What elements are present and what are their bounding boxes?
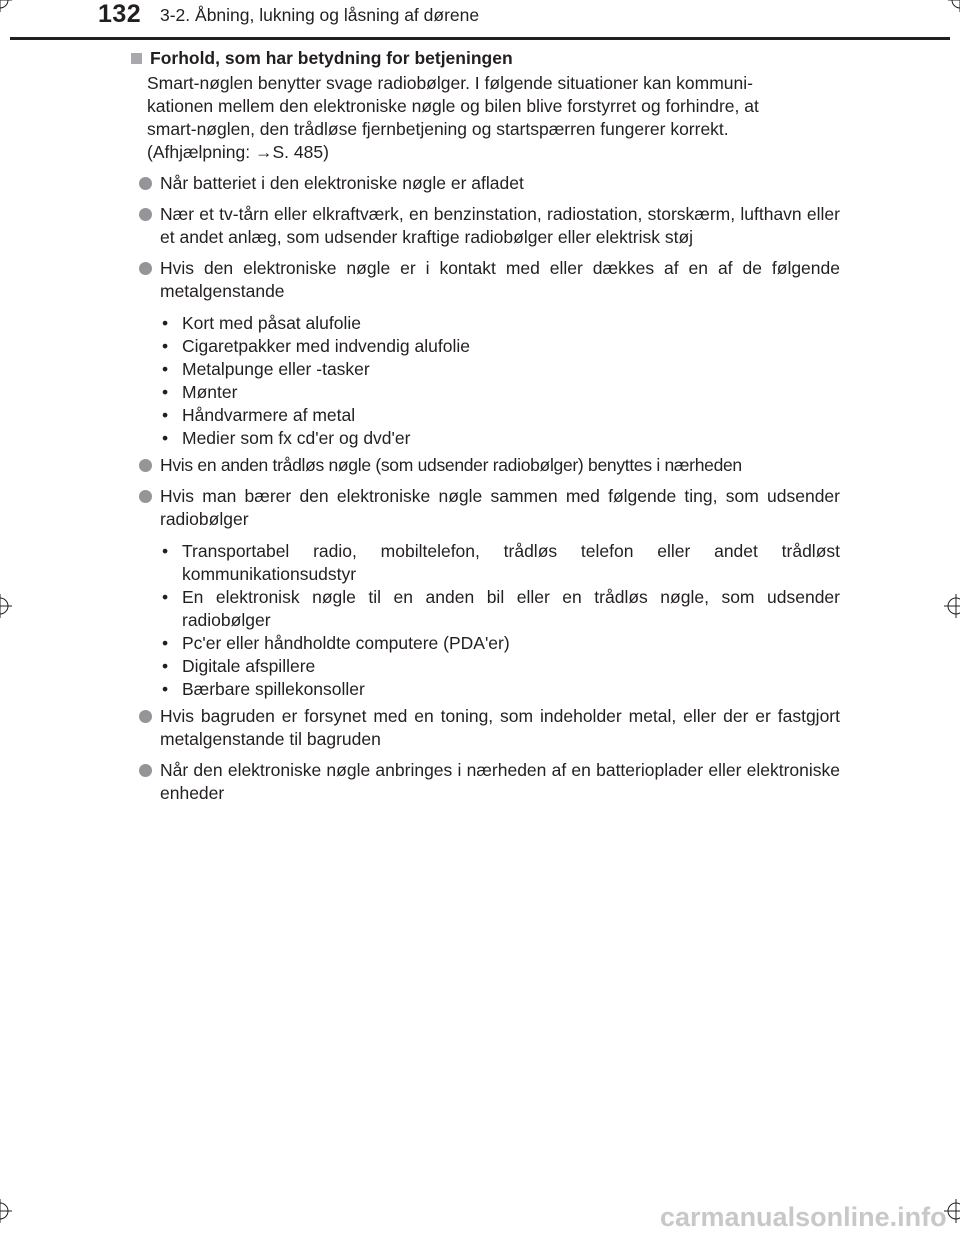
- section-heading: [128, 47, 840, 70]
- bullet-text: Når batteriet i den elektroniske nøgle er afladet: [160, 173, 524, 193]
- round-bullet-icon: [139, 177, 152, 190]
- bullet-item: [128, 454, 840, 477]
- page-number: 132: [98, 0, 142, 28]
- list-item: • Bærbare spillekonsoller: [162, 679, 365, 699]
- crop-mark-top-left: [0, 0, 12, 12]
- square-bullet-icon: [131, 53, 142, 64]
- crop-mark-bottom-left: [0, 1199, 12, 1223]
- bullet-text: Hvis bagruden er forsynet med en toning, som indeholder metal, eller der er fastgjort metalgenstande til bagruden: [160, 706, 840, 749]
- list-item: • Pc'er eller håndholdte computere (PDA'er): [162, 633, 510, 653]
- intro-paragraph: [147, 72, 840, 164]
- round-bullet-icon: [139, 459, 152, 472]
- reference-link[interactable]: S. 485): [272, 142, 329, 162]
- list-item: • Medier som fx cd'er og dvd'er: [162, 428, 411, 448]
- section-heading-text: Forhold, som har betydning for betjeningen: [150, 48, 513, 68]
- radio-devices-list: [160, 540, 840, 701]
- intro-line: Smart-nøglen benytter svage radiobølger. I følgende situationer kan kommuni-: [147, 73, 753, 93]
- bullet-item: [128, 172, 840, 195]
- bullet-text: Når den elektroniske nøgle anbringes i nærheden af en batterioplader eller elektroniske enheder: [160, 760, 840, 803]
- bullet-item: [128, 705, 840, 751]
- bullet-text: Hvis en anden trådløs nøgle (som udsender radiobølger) benyttes i nærheden: [160, 455, 742, 475]
- intro-line: smart-nøglen, den trådløse fjernbetjening og startspærren fungerer korrekt.: [147, 119, 729, 139]
- list-item: • Transportabel radio, mobiltelefon, trådløs telefon eller andet trådløst kommunikationsudstyr: [162, 541, 840, 584]
- round-bullet-icon: [139, 490, 152, 503]
- round-bullet-icon: [139, 208, 152, 221]
- list-item: • Digitale afspillere: [162, 656, 316, 676]
- header-rule: [10, 37, 950, 40]
- list-item: • Cigaretpakker med indvendig alufolie: [162, 336, 470, 356]
- bullet-item: [128, 203, 840, 249]
- round-bullet-icon: [139, 710, 152, 723]
- bullet-text: Nær et tv-tårn eller elkraftværk, en benzinstation, radiostation, storskærm, lufthavn eller et andet anlæg, som udsender kraftige radiobølger eller elektrisk støj: [160, 204, 840, 247]
- round-bullet-icon: [139, 764, 152, 777]
- page-content: [128, 47, 840, 805]
- bullet-text: Hvis man bærer den elektroniske nøgle sammen med følgende ting, som udsender radiobølger: [160, 486, 840, 529]
- round-bullet-icon: [139, 262, 152, 275]
- list-item: • Kort med påsat alufolie: [162, 313, 361, 333]
- list-item: • En elektronisk nøgle til en anden bil eller en trådløs nøgle, som udsender radiobølger: [162, 587, 840, 630]
- arrow-icon: →: [254, 142, 273, 162]
- watermark: carmanualsonline.info: [660, 1202, 947, 1232]
- page-reference: [147, 141, 840, 164]
- list-item: • Håndvarmere af metal: [162, 405, 356, 425]
- reference-prefix: (Afhjælpning:: [147, 142, 255, 162]
- crop-mark-middle-left: [0, 594, 12, 618]
- bullet-text: Hvis den elektroniske nøgle er i kontakt med eller dækkes af en af de følgende metalgenstande: [160, 258, 840, 301]
- crop-mark-top-right: [948, 0, 960, 12]
- list-item: • Metalpunge eller -tasker: [162, 359, 370, 379]
- bullet-item: [128, 759, 840, 805]
- crop-mark-middle-right: [944, 594, 960, 618]
- chapter-title: 3-2. Åbning, lukning og låsning af dørene: [160, 5, 480, 25]
- bullet-item: [128, 257, 840, 303]
- bullet-item: [128, 485, 840, 531]
- list-item: • Mønter: [162, 382, 238, 402]
- metal-objects-list: [160, 312, 840, 450]
- intro-line: kationen mellem den elektroniske nøgle og bilen blive forstyrret og forhindre, at: [147, 96, 759, 116]
